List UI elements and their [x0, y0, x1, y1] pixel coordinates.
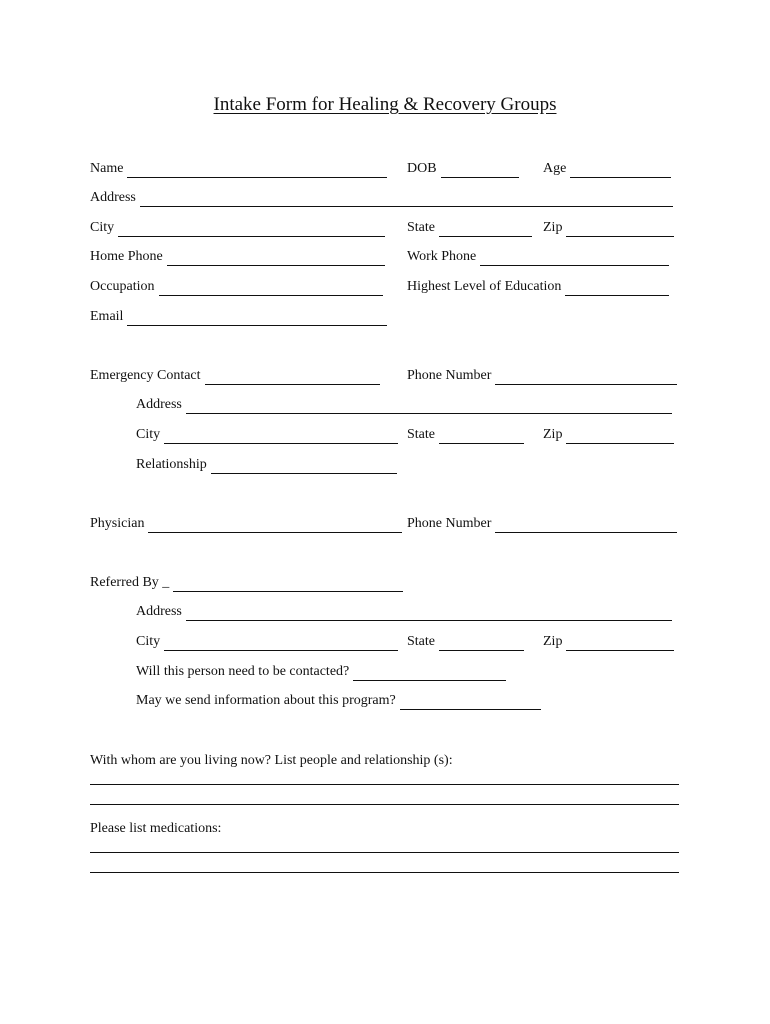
dob-field[interactable] — [407, 160, 519, 178]
occupation-label: Occupation — [90, 279, 155, 294]
physician-phone-label: Phone Number — [407, 516, 492, 531]
medications-question: Please list medications: — [90, 821, 222, 836]
emergency-contact-field[interactable] — [90, 367, 380, 385]
zip-field[interactable] — [543, 219, 674, 237]
referred-by-line[interactable] — [173, 578, 403, 592]
email-label: Email — [90, 309, 124, 324]
info-question-line[interactable] — [400, 696, 541, 710]
name-line[interactable] — [127, 164, 387, 178]
emergency-state-line[interactable] — [439, 430, 524, 444]
referral-address-line[interactable] — [186, 607, 672, 621]
age-line[interactable] — [570, 164, 671, 178]
referral-city-line[interactable] — [164, 637, 398, 651]
referred-by-field[interactable] — [90, 574, 403, 592]
referral-state-line[interactable] — [439, 637, 524, 651]
address-label: Address — [90, 190, 136, 205]
home-phone-field[interactable] — [90, 248, 385, 266]
zip-label: Zip — [543, 220, 563, 235]
living-question: With whom are you living now? List people and relationship (s): — [90, 753, 453, 768]
home-phone-line[interactable] — [167, 252, 385, 266]
referral-state-field[interactable] — [407, 633, 524, 651]
city-label: City — [90, 220, 115, 235]
email-field[interactable] — [90, 308, 387, 326]
physician-phone-line[interactable] — [495, 519, 677, 533]
work-phone-label: Work Phone — [407, 249, 477, 264]
form-title: Intake Form for Healing & Recovery Groups — [213, 94, 557, 115]
referral-city-label: City — [136, 634, 161, 649]
emergency-city-field[interactable] — [136, 426, 398, 444]
contact-question-line[interactable] — [353, 667, 506, 681]
name-label: Name — [90, 161, 124, 176]
city-field[interactable] — [90, 219, 385, 237]
emergency-state-label: State — [407, 427, 435, 442]
referral-zip-label: Zip — [543, 634, 563, 649]
age-field[interactable] — [543, 160, 671, 178]
emergency-address-field[interactable] — [136, 396, 672, 414]
occupation-line[interactable] — [159, 282, 383, 296]
city-line[interactable] — [118, 223, 385, 237]
physician-line[interactable] — [148, 519, 402, 533]
email-line[interactable] — [127, 312, 387, 326]
info-question-field[interactable] — [136, 692, 541, 710]
referral-address-label: Address — [136, 604, 182, 619]
name-field[interactable] — [90, 160, 387, 178]
emergency-relationship-line[interactable] — [211, 460, 397, 474]
occupation-field[interactable] — [90, 278, 383, 296]
education-field[interactable] — [407, 278, 669, 296]
emergency-phone-line[interactable] — [495, 371, 677, 385]
zip-line[interactable] — [566, 223, 674, 237]
emergency-address-line[interactable] — [186, 400, 672, 414]
dob-line[interactable] — [441, 164, 519, 178]
state-line[interactable] — [439, 223, 532, 237]
medications-line-2[interactable] — [90, 872, 679, 873]
living-line-1[interactable] — [90, 784, 679, 785]
living-line-2[interactable] — [90, 804, 679, 805]
home-phone-label: Home Phone — [90, 249, 163, 264]
address-field[interactable] — [90, 189, 673, 207]
work-phone-line[interactable] — [480, 252, 669, 266]
physician-phone-field[interactable] — [407, 515, 677, 533]
emergency-zip-label: Zip — [543, 427, 563, 442]
age-label: Age — [543, 161, 567, 176]
dob-label: DOB — [407, 161, 437, 176]
state-label: State — [407, 220, 435, 235]
emergency-contact-line[interactable] — [205, 371, 380, 385]
emergency-relationship-label: Relationship — [136, 457, 207, 472]
emergency-contact-label: Emergency Contact — [90, 368, 201, 383]
physician-field[interactable] — [90, 515, 402, 533]
referral-address-field[interactable] — [136, 603, 672, 621]
emergency-city-line[interactable] — [164, 430, 398, 444]
address-line[interactable] — [140, 193, 673, 207]
emergency-zip-line[interactable] — [566, 430, 674, 444]
referral-state-label: State — [407, 634, 435, 649]
work-phone-field[interactable] — [407, 248, 669, 266]
education-line[interactable] — [565, 282, 669, 296]
medications-line-1[interactable] — [90, 852, 679, 853]
referral-city-field[interactable] — [136, 633, 398, 651]
referred-by-label: Referred By _ — [90, 575, 170, 590]
emergency-phone-label: Phone Number — [407, 368, 492, 383]
referral-zip-field[interactable] — [543, 633, 674, 651]
contact-question-field[interactable] — [136, 663, 506, 681]
info-question-label: May we send information about this program? — [136, 693, 396, 708]
emergency-phone-field[interactable] — [407, 367, 677, 385]
emergency-relationship-field[interactable] — [136, 456, 397, 474]
contact-question-label: Will this person need to be contacted? — [136, 664, 350, 679]
emergency-state-field[interactable] — [407, 426, 524, 444]
referral-zip-line[interactable] — [566, 637, 674, 651]
emergency-city-label: City — [136, 427, 161, 442]
emergency-zip-field[interactable] — [543, 426, 674, 444]
emergency-address-label: Address — [136, 397, 182, 412]
state-field[interactable] — [407, 219, 532, 237]
education-label: Highest Level of Education — [407, 279, 562, 294]
physician-label: Physician — [90, 516, 145, 531]
